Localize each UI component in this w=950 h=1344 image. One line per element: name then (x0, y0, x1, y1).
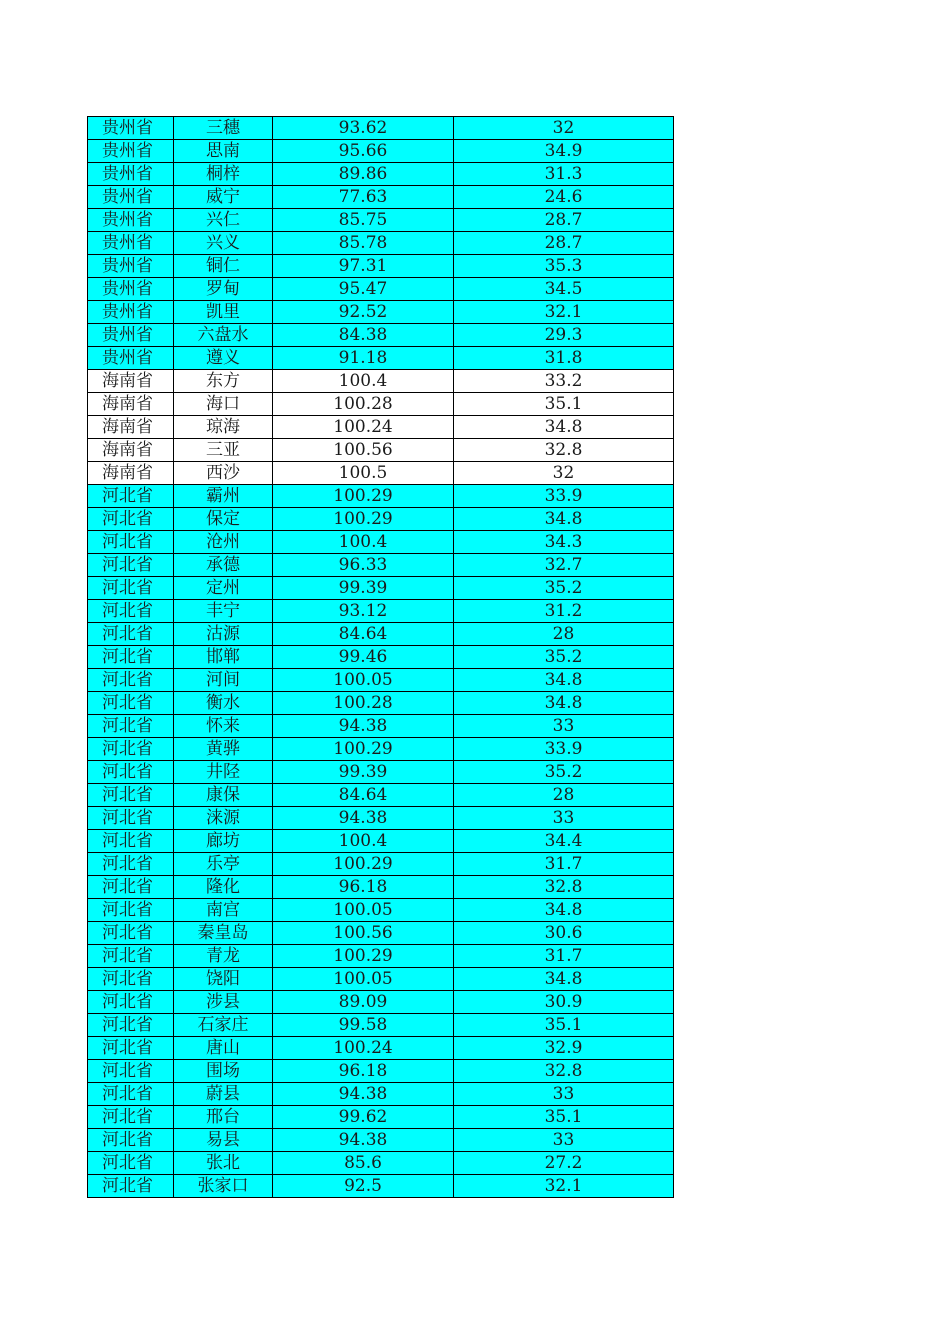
value1-cell: 100.28 (273, 692, 454, 715)
table-row (88, 600, 674, 623)
table-row (88, 416, 674, 439)
province-cell: 河北省 (88, 876, 174, 899)
table-row (88, 761, 674, 784)
value2-cell: 35.2 (454, 646, 674, 669)
value2-cell: 33.9 (454, 738, 674, 761)
table-row (88, 669, 674, 692)
city-cell: 河间 (174, 669, 273, 692)
value1-cell: 99.58 (273, 1014, 454, 1037)
value1-cell: 100.05 (273, 968, 454, 991)
table-row (88, 1060, 674, 1083)
table-row (88, 209, 674, 232)
value2-cell: 33 (454, 715, 674, 738)
value2-cell: 34.9 (454, 140, 674, 163)
city-cell: 邯郸 (174, 646, 273, 669)
table-row (88, 968, 674, 991)
city-cell: 凯里 (174, 301, 273, 324)
city-cell: 石家庄 (174, 1014, 273, 1037)
city-cell: 东方 (174, 370, 273, 393)
province-cell: 河北省 (88, 646, 174, 669)
value2-cell: 34.5 (454, 278, 674, 301)
value2-cell: 30.9 (454, 991, 674, 1014)
value2-cell: 35.3 (454, 255, 674, 278)
value1-cell: 94.38 (273, 1083, 454, 1106)
value2-cell: 32.8 (454, 876, 674, 899)
table-row (88, 876, 674, 899)
province-cell: 河北省 (88, 784, 174, 807)
city-cell: 琼海 (174, 416, 273, 439)
value2-cell: 33 (454, 1083, 674, 1106)
table-row (88, 301, 674, 324)
value2-cell: 34.8 (454, 968, 674, 991)
value2-cell: 32 (454, 462, 674, 485)
value1-cell: 94.38 (273, 715, 454, 738)
table-row (88, 715, 674, 738)
value2-cell: 33.9 (454, 485, 674, 508)
city-cell: 廊坊 (174, 830, 273, 853)
value1-cell: 95.47 (273, 278, 454, 301)
value1-cell: 100.56 (273, 439, 454, 462)
province-cell: 河北省 (88, 508, 174, 531)
province-cell: 海南省 (88, 416, 174, 439)
table-row (88, 1106, 674, 1129)
value1-cell: 100.5 (273, 462, 454, 485)
table-row (88, 554, 674, 577)
city-cell: 饶阳 (174, 968, 273, 991)
province-cell: 河北省 (88, 1060, 174, 1083)
table-row (88, 347, 674, 370)
table-row (88, 922, 674, 945)
value2-cell: 28 (454, 784, 674, 807)
value2-cell: 24.6 (454, 186, 674, 209)
value1-cell: 99.39 (273, 577, 454, 600)
province-cell: 河北省 (88, 853, 174, 876)
table-row (88, 692, 674, 715)
value1-cell: 91.18 (273, 347, 454, 370)
value1-cell: 93.62 (273, 117, 454, 140)
city-cell: 兴仁 (174, 209, 273, 232)
province-cell: 海南省 (88, 439, 174, 462)
city-cell: 沧州 (174, 531, 273, 554)
table-row (88, 1175, 674, 1198)
table-row (88, 140, 674, 163)
table-row (88, 117, 674, 140)
value1-cell: 100.28 (273, 393, 454, 416)
value1-cell: 89.86 (273, 163, 454, 186)
city-cell: 黄骅 (174, 738, 273, 761)
value1-cell: 77.63 (273, 186, 454, 209)
value2-cell: 35.2 (454, 577, 674, 600)
table-row (88, 462, 674, 485)
table-row (88, 508, 674, 531)
table-row (88, 738, 674, 761)
city-cell: 涉县 (174, 991, 273, 1014)
value2-cell: 31.2 (454, 600, 674, 623)
city-cell: 井陉 (174, 761, 273, 784)
value1-cell: 96.18 (273, 876, 454, 899)
province-cell: 河北省 (88, 761, 174, 784)
province-cell: 河北省 (88, 1175, 174, 1198)
table-row (88, 945, 674, 968)
value2-cell: 35.1 (454, 393, 674, 416)
city-cell: 罗甸 (174, 278, 273, 301)
value2-cell: 32 (454, 117, 674, 140)
city-cell: 霸州 (174, 485, 273, 508)
value1-cell: 100.29 (273, 508, 454, 531)
value2-cell: 31.8 (454, 347, 674, 370)
value2-cell: 31.7 (454, 945, 674, 968)
province-cell: 河北省 (88, 1014, 174, 1037)
value2-cell: 33.2 (454, 370, 674, 393)
city-cell: 西沙 (174, 462, 273, 485)
city-cell: 南宫 (174, 899, 273, 922)
city-cell: 思南 (174, 140, 273, 163)
value1-cell: 92.52 (273, 301, 454, 324)
value1-cell: 89.09 (273, 991, 454, 1014)
province-cell: 河北省 (88, 1129, 174, 1152)
value1-cell: 100.29 (273, 485, 454, 508)
value1-cell: 95.66 (273, 140, 454, 163)
province-cell: 河北省 (88, 830, 174, 853)
table-row (88, 324, 674, 347)
table-row (88, 393, 674, 416)
value1-cell: 99.39 (273, 761, 454, 784)
value2-cell: 32.1 (454, 1175, 674, 1198)
value1-cell: 96.33 (273, 554, 454, 577)
value2-cell: 34.8 (454, 692, 674, 715)
province-cell: 贵州省 (88, 301, 174, 324)
value2-cell: 30.6 (454, 922, 674, 945)
value2-cell: 32.7 (454, 554, 674, 577)
value1-cell: 85.75 (273, 209, 454, 232)
value1-cell: 85.6 (273, 1152, 454, 1175)
province-cell: 贵州省 (88, 232, 174, 255)
table-row (88, 439, 674, 462)
value2-cell: 28.7 (454, 232, 674, 255)
city-cell: 唐山 (174, 1037, 273, 1060)
value2-cell: 34.8 (454, 899, 674, 922)
table-row (88, 370, 674, 393)
city-cell: 海口 (174, 393, 273, 416)
province-cell: 贵州省 (88, 278, 174, 301)
value2-cell: 34.8 (454, 508, 674, 531)
city-cell: 张北 (174, 1152, 273, 1175)
value2-cell: 35.2 (454, 761, 674, 784)
city-cell: 兴义 (174, 232, 273, 255)
province-cell: 贵州省 (88, 140, 174, 163)
table-row (88, 186, 674, 209)
city-cell: 铜仁 (174, 255, 273, 278)
value2-cell: 34.4 (454, 830, 674, 853)
province-cell: 河北省 (88, 692, 174, 715)
value1-cell: 94.38 (273, 1129, 454, 1152)
city-cell: 围场 (174, 1060, 273, 1083)
value2-cell: 28.7 (454, 209, 674, 232)
value1-cell: 93.12 (273, 600, 454, 623)
city-cell: 威宁 (174, 186, 273, 209)
province-cell: 贵州省 (88, 117, 174, 140)
city-cell: 三穗 (174, 117, 273, 140)
city-cell: 六盘水 (174, 324, 273, 347)
city-cell: 秦皇岛 (174, 922, 273, 945)
city-cell: 青龙 (174, 945, 273, 968)
value2-cell: 29.3 (454, 324, 674, 347)
table-row (88, 1129, 674, 1152)
value1-cell: 96.18 (273, 1060, 454, 1083)
value2-cell: 28 (454, 623, 674, 646)
province-cell: 河北省 (88, 1083, 174, 1106)
table-row (88, 1037, 674, 1060)
city-cell: 定州 (174, 577, 273, 600)
table-row (88, 784, 674, 807)
value2-cell: 32.9 (454, 1037, 674, 1060)
province-cell: 河北省 (88, 968, 174, 991)
province-cell: 河北省 (88, 899, 174, 922)
value2-cell: 27.2 (454, 1152, 674, 1175)
value2-cell: 31.7 (454, 853, 674, 876)
province-cell: 海南省 (88, 462, 174, 485)
province-cell: 河北省 (88, 922, 174, 945)
city-cell: 承德 (174, 554, 273, 577)
table-row (88, 163, 674, 186)
province-cell: 河北省 (88, 1037, 174, 1060)
province-cell: 河北省 (88, 669, 174, 692)
table-row (88, 1152, 674, 1175)
value1-cell: 84.38 (273, 324, 454, 347)
table-row (88, 255, 674, 278)
city-cell: 衡水 (174, 692, 273, 715)
table-row (88, 646, 674, 669)
value2-cell: 35.1 (454, 1106, 674, 1129)
province-cell: 河北省 (88, 945, 174, 968)
city-cell: 丰宁 (174, 600, 273, 623)
table-body (88, 117, 674, 1198)
province-cell: 河北省 (88, 1152, 174, 1175)
value1-cell: 100.29 (273, 738, 454, 761)
value2-cell: 34.8 (454, 416, 674, 439)
value2-cell: 33 (454, 1129, 674, 1152)
city-cell: 乐亭 (174, 853, 273, 876)
table-row (88, 830, 674, 853)
table-row (88, 485, 674, 508)
city-cell: 邢台 (174, 1106, 273, 1129)
province-cell: 河北省 (88, 991, 174, 1014)
city-cell: 张家口 (174, 1175, 273, 1198)
city-cell: 隆化 (174, 876, 273, 899)
province-cell: 贵州省 (88, 163, 174, 186)
table-row (88, 1014, 674, 1037)
table-row (88, 991, 674, 1014)
value2-cell: 34.3 (454, 531, 674, 554)
province-cell: 河北省 (88, 715, 174, 738)
value2-cell: 32.1 (454, 301, 674, 324)
province-cell: 河北省 (88, 485, 174, 508)
province-cell: 河北省 (88, 554, 174, 577)
table-row (88, 853, 674, 876)
city-cell: 三亚 (174, 439, 273, 462)
table-row (88, 531, 674, 554)
city-cell: 沽源 (174, 623, 273, 646)
table-row (88, 899, 674, 922)
value1-cell: 94.38 (273, 807, 454, 830)
value1-cell: 97.31 (273, 255, 454, 278)
province-cell: 河北省 (88, 623, 174, 646)
data-table (87, 116, 674, 1198)
value1-cell: 100.29 (273, 853, 454, 876)
value1-cell: 100.24 (273, 416, 454, 439)
province-cell: 贵州省 (88, 255, 174, 278)
province-cell: 河北省 (88, 600, 174, 623)
value1-cell: 100.05 (273, 669, 454, 692)
city-cell: 康保 (174, 784, 273, 807)
value2-cell: 33 (454, 807, 674, 830)
city-cell: 桐梓 (174, 163, 273, 186)
province-cell: 海南省 (88, 393, 174, 416)
province-cell: 河北省 (88, 1106, 174, 1129)
value2-cell: 35.1 (454, 1014, 674, 1037)
city-cell: 蔚县 (174, 1083, 273, 1106)
value1-cell: 92.5 (273, 1175, 454, 1198)
value2-cell: 31.3 (454, 163, 674, 186)
table-row (88, 1083, 674, 1106)
province-cell: 贵州省 (88, 186, 174, 209)
city-cell: 遵义 (174, 347, 273, 370)
table-row (88, 278, 674, 301)
province-cell: 河北省 (88, 531, 174, 554)
value1-cell: 84.64 (273, 784, 454, 807)
province-cell: 海南省 (88, 370, 174, 393)
value1-cell: 85.78 (273, 232, 454, 255)
value1-cell: 100.56 (273, 922, 454, 945)
province-cell: 贵州省 (88, 347, 174, 370)
value1-cell: 99.46 (273, 646, 454, 669)
table-row (88, 807, 674, 830)
value1-cell: 100.4 (273, 531, 454, 554)
province-cell: 贵州省 (88, 209, 174, 232)
table-row (88, 577, 674, 600)
city-cell: 怀来 (174, 715, 273, 738)
city-cell: 涞源 (174, 807, 273, 830)
province-cell: 贵州省 (88, 324, 174, 347)
value1-cell: 100.4 (273, 370, 454, 393)
table-row (88, 232, 674, 255)
value1-cell: 100.24 (273, 1037, 454, 1060)
city-cell: 易县 (174, 1129, 273, 1152)
table-row (88, 623, 674, 646)
value1-cell: 100.4 (273, 830, 454, 853)
value2-cell: 32.8 (454, 439, 674, 462)
province-cell: 河北省 (88, 738, 174, 761)
value1-cell: 99.62 (273, 1106, 454, 1129)
province-cell: 河北省 (88, 807, 174, 830)
province-cell: 河北省 (88, 577, 174, 600)
value1-cell: 100.29 (273, 945, 454, 968)
city-cell: 保定 (174, 508, 273, 531)
value2-cell: 32.8 (454, 1060, 674, 1083)
value2-cell: 34.8 (454, 669, 674, 692)
value1-cell: 100.05 (273, 899, 454, 922)
value1-cell: 84.64 (273, 623, 454, 646)
